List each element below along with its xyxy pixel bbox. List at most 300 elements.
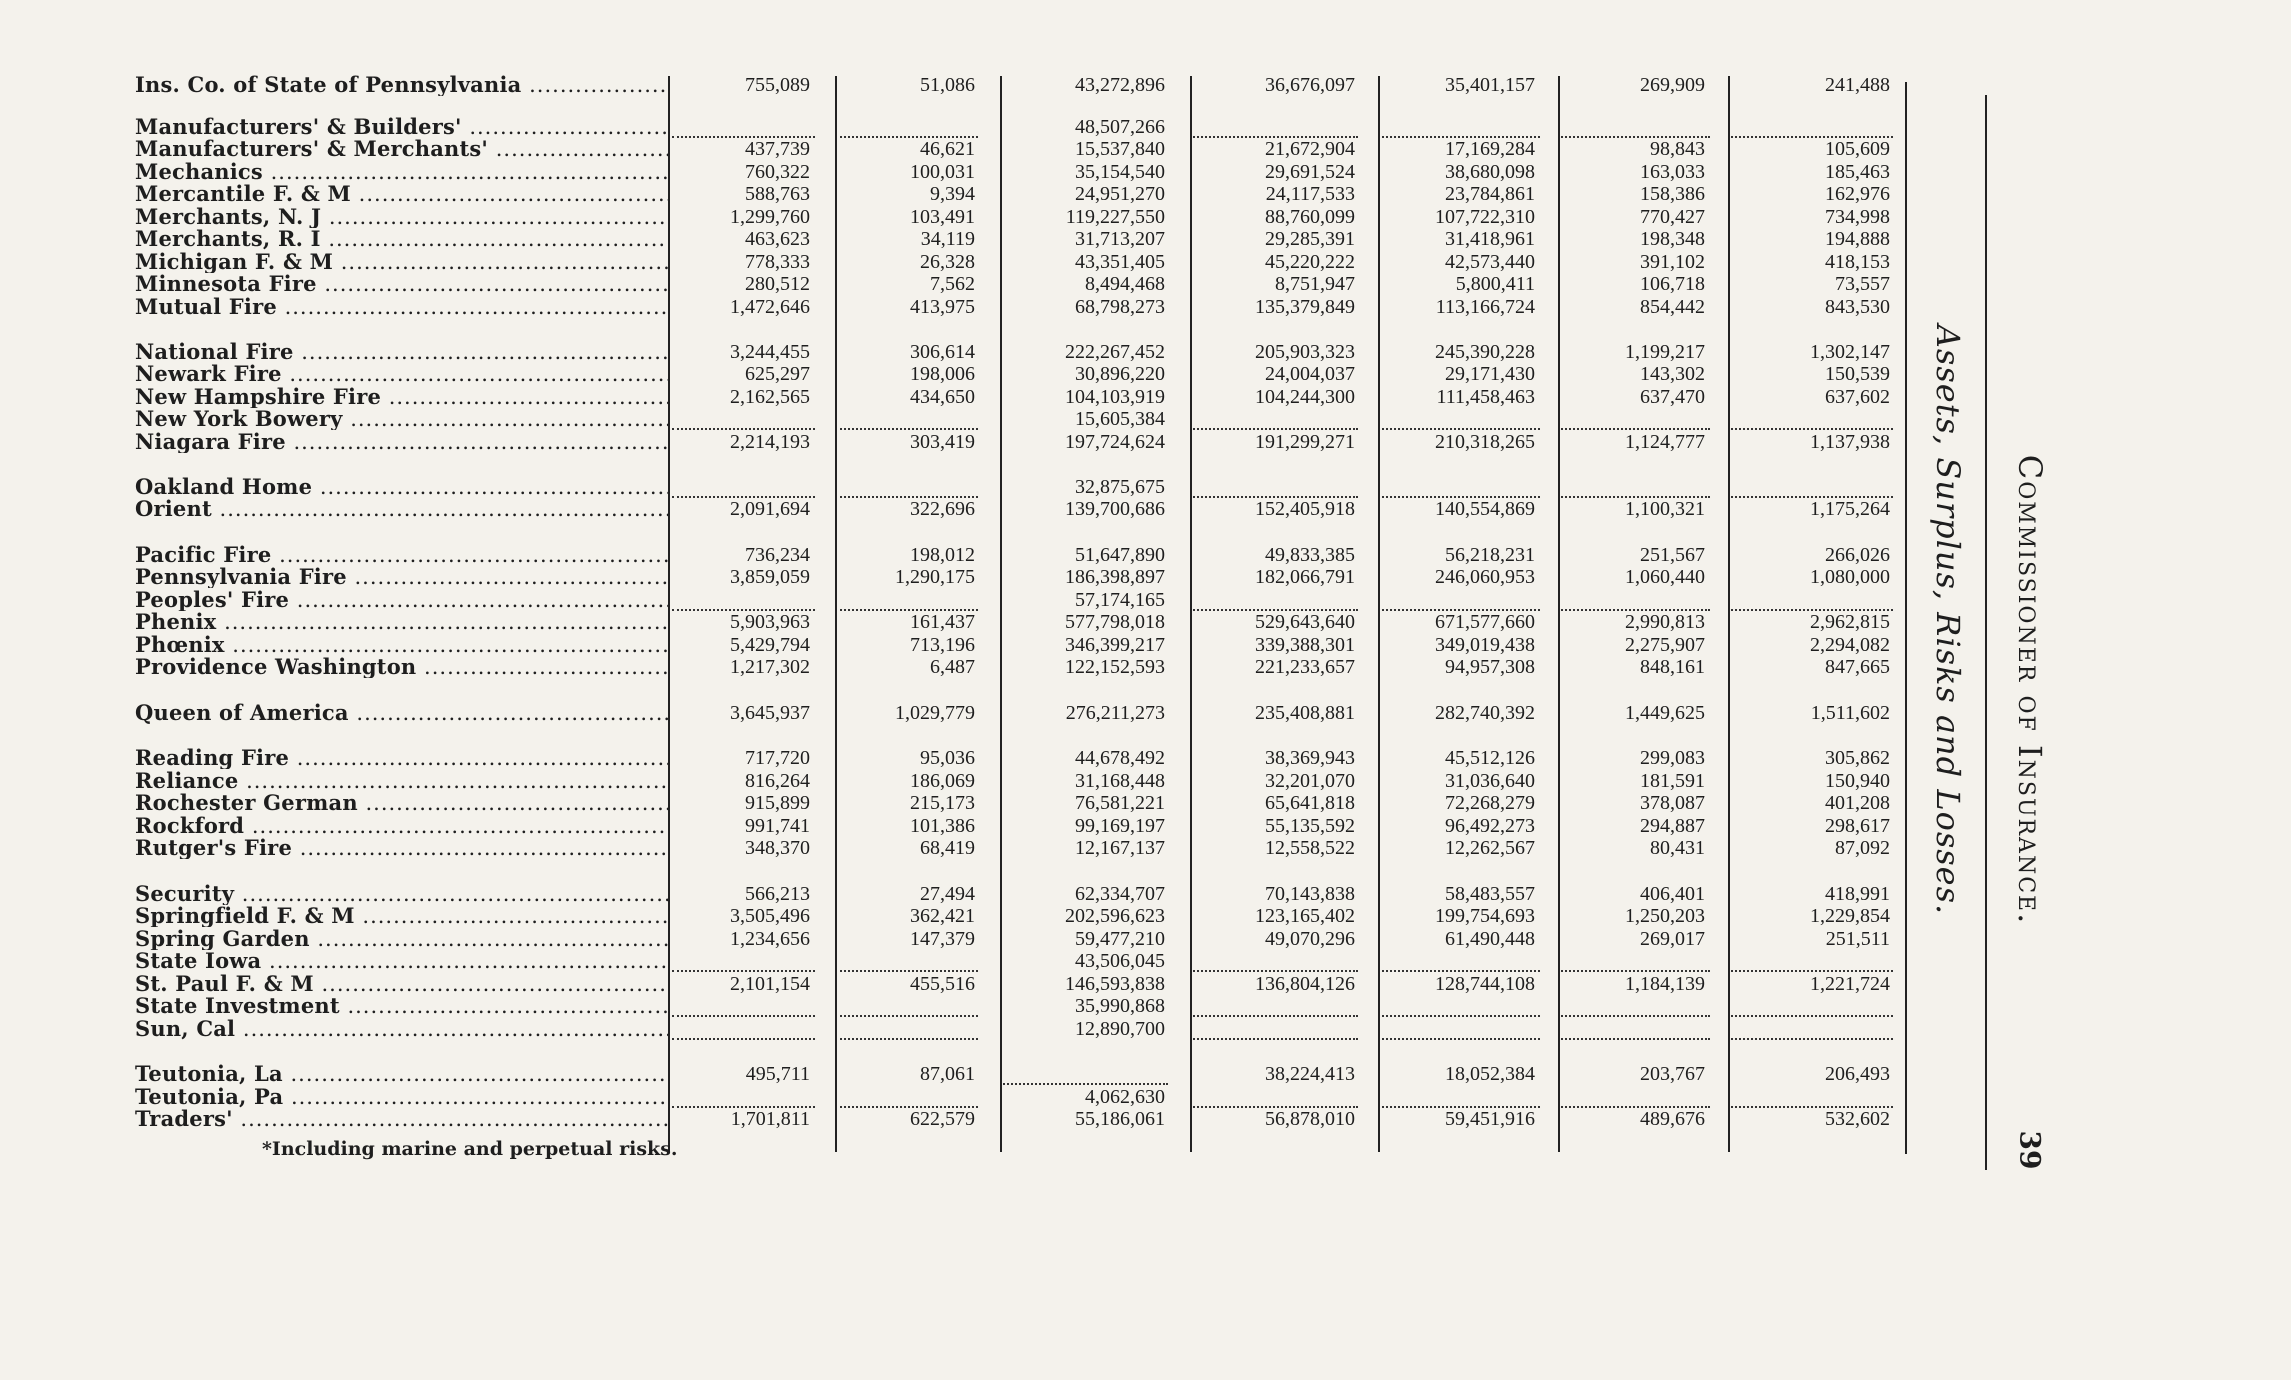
value-cell: 140,554,869 bbox=[1435, 498, 1535, 520]
value-cell: 45,512,126 bbox=[1445, 747, 1535, 769]
empty-cell-leader bbox=[1728, 1015, 1893, 1017]
value-cell: 31,418,961 bbox=[1445, 228, 1535, 250]
value-cell: 489,676 bbox=[1640, 1108, 1705, 1130]
value-cell: 29,691,524 bbox=[1265, 161, 1355, 183]
value-cell: 198,348 bbox=[1640, 228, 1705, 250]
company-name: Teutonia, La ..... bbox=[135, 1063, 670, 1085]
empty-cell-leader bbox=[1000, 1083, 1168, 1085]
value-cell: 73,557 bbox=[1835, 273, 1890, 295]
value-cell: 38,224,413 bbox=[1265, 1063, 1355, 1085]
table-row bbox=[0, 566, 1920, 588]
column-rule bbox=[1190, 76, 1192, 1152]
value-cell: 32,201,070 bbox=[1265, 770, 1355, 792]
value-cell: 48,507,266 bbox=[1075, 116, 1165, 138]
value-cell: 671,577,660 bbox=[1435, 611, 1535, 633]
value-cell: 5,800,411 bbox=[1455, 273, 1535, 295]
value-cell: 68,798,273 bbox=[1075, 296, 1165, 318]
value-cell: 532,602 bbox=[1825, 1108, 1890, 1130]
value-cell: 35,990,868 bbox=[1075, 995, 1165, 1017]
table-row bbox=[0, 702, 1920, 724]
value-cell: 12,262,567 bbox=[1445, 837, 1535, 859]
company-name: Rockford ..... bbox=[135, 815, 670, 837]
company-name: Sun, Cal ..... bbox=[135, 1018, 670, 1040]
value-cell: 158,386 bbox=[1640, 183, 1705, 205]
company-name: Pacific Fire ..... bbox=[135, 544, 670, 566]
value-cell: 5,429,794 bbox=[730, 634, 810, 656]
value-cell: 1,124,777 bbox=[1625, 431, 1705, 453]
empty-cell-leader bbox=[1558, 970, 1710, 972]
company-name: Michigan F. & M ..... bbox=[135, 251, 670, 273]
company-name: Peoples' Fire ..... bbox=[135, 589, 670, 611]
value-cell: 198,012 bbox=[910, 544, 975, 566]
value-cell: 463,623 bbox=[745, 228, 810, 250]
company-name: Queen of America ..... bbox=[135, 702, 670, 724]
company-name: Minnesota Fire ..... bbox=[135, 273, 670, 295]
company-name: Phenix ..... bbox=[135, 611, 670, 633]
value-cell: 186,398,897 bbox=[1065, 566, 1165, 588]
table-row bbox=[0, 273, 1920, 295]
table-row bbox=[0, 883, 1920, 905]
value-cell: 194,888 bbox=[1825, 228, 1890, 250]
value-cell: 770,427 bbox=[1640, 206, 1705, 228]
value-cell: 322,696 bbox=[910, 498, 975, 520]
value-cell: 70,143,838 bbox=[1265, 883, 1355, 905]
column-rule bbox=[1378, 76, 1380, 1152]
value-cell: 182,066,791 bbox=[1255, 566, 1355, 588]
column-rule bbox=[1000, 76, 1002, 1152]
value-cell: 269,017 bbox=[1640, 928, 1705, 950]
value-cell: 31,036,640 bbox=[1445, 770, 1535, 792]
value-cell: 848,161 bbox=[1640, 656, 1705, 678]
company-name: Teutonia, Pa ..... bbox=[135, 1086, 670, 1108]
value-cell: 36,676,097 bbox=[1265, 74, 1355, 96]
value-cell: 401,208 bbox=[1825, 792, 1890, 814]
value-cell: 95,036 bbox=[920, 747, 975, 769]
value-cell: 3,645,937 bbox=[730, 702, 810, 724]
company-name: Security ..... bbox=[135, 883, 670, 905]
empty-cell-leader bbox=[1190, 1038, 1358, 1040]
value-cell: 717,720 bbox=[745, 747, 810, 769]
value-cell: 1,229,854 bbox=[1810, 905, 1890, 927]
empty-cell-leader bbox=[1558, 428, 1710, 430]
value-cell: 21,672,904 bbox=[1265, 138, 1355, 160]
value-cell: 437,739 bbox=[745, 138, 810, 160]
value-cell: 1,472,646 bbox=[730, 296, 810, 318]
value-cell: 222,267,452 bbox=[1065, 341, 1165, 363]
value-cell: 43,351,405 bbox=[1075, 251, 1165, 273]
company-name: New Hampshire Fire ..... bbox=[135, 386, 670, 408]
company-name: St. Paul F. & M ..... bbox=[135, 973, 670, 995]
table-row bbox=[0, 656, 1920, 678]
value-cell: 346,399,217 bbox=[1065, 634, 1165, 656]
value-cell: 206,493 bbox=[1825, 1063, 1890, 1085]
empty-cell-leader bbox=[1190, 970, 1358, 972]
table-row bbox=[0, 74, 1920, 96]
value-cell: 734,998 bbox=[1825, 206, 1890, 228]
column-rule bbox=[1905, 82, 1907, 1154]
value-cell: 43,506,045 bbox=[1075, 950, 1165, 972]
value-cell: 251,511 bbox=[1825, 928, 1890, 950]
company-name: Merchants, R. I ..... bbox=[135, 228, 670, 250]
value-cell: 98,843 bbox=[1650, 138, 1705, 160]
value-cell: 915,899 bbox=[745, 792, 810, 814]
value-cell: 88,760,099 bbox=[1265, 206, 1355, 228]
value-cell: 61,490,448 bbox=[1445, 928, 1535, 950]
value-cell: 49,070,296 bbox=[1265, 928, 1355, 950]
value-cell: 31,713,207 bbox=[1075, 228, 1165, 250]
value-cell: 816,264 bbox=[745, 770, 810, 792]
table-row bbox=[0, 363, 1920, 385]
value-cell: 43,272,896 bbox=[1075, 74, 1165, 96]
value-cell: 31,168,448 bbox=[1075, 770, 1165, 792]
table-row bbox=[0, 1063, 1920, 1085]
value-cell: 713,196 bbox=[910, 634, 975, 656]
value-cell: 139,700,686 bbox=[1065, 498, 1165, 520]
table-row bbox=[0, 251, 1920, 273]
empty-cell-leader bbox=[1558, 1015, 1710, 1017]
company-name: State Investment ..... bbox=[135, 995, 670, 1017]
company-name: Springfield F. & M ..... bbox=[135, 905, 670, 927]
empty-cell-leader bbox=[672, 970, 815, 972]
table-row bbox=[0, 950, 1920, 972]
value-cell: 29,285,391 bbox=[1265, 228, 1355, 250]
value-cell: 577,798,018 bbox=[1065, 611, 1165, 633]
value-cell: 778,333 bbox=[745, 251, 810, 273]
value-cell: 625,297 bbox=[745, 363, 810, 385]
value-cell: 12,890,700 bbox=[1075, 1018, 1165, 1040]
empty-cell-leader bbox=[1190, 1015, 1358, 1017]
value-cell: 2,294,082 bbox=[1810, 634, 1890, 656]
value-cell: 455,516 bbox=[910, 973, 975, 995]
value-cell: 1,234,656 bbox=[730, 928, 810, 950]
company-name: National Fire ..... bbox=[135, 341, 670, 363]
value-cell: 1,199,217 bbox=[1625, 341, 1705, 363]
value-cell: 100,031 bbox=[910, 161, 975, 183]
table-row bbox=[0, 837, 1920, 859]
value-cell: 2,101,154 bbox=[730, 973, 810, 995]
value-cell: 1,175,264 bbox=[1810, 498, 1890, 520]
table-row bbox=[0, 498, 1920, 520]
title-rule bbox=[1985, 95, 1987, 1170]
company-name: Reading Fire ..... bbox=[135, 747, 670, 769]
company-name: Mutual Fire ..... bbox=[135, 296, 670, 318]
company-name: Ins. Co. of State of Pennsylvania ..... bbox=[135, 74, 670, 96]
value-cell: 23,784,861 bbox=[1445, 183, 1535, 205]
table-row bbox=[0, 634, 1920, 656]
table-row bbox=[0, 116, 1920, 138]
value-cell: 282,740,392 bbox=[1435, 702, 1535, 724]
value-cell: 843,530 bbox=[1825, 296, 1890, 318]
value-cell: 348,370 bbox=[745, 837, 810, 859]
company-name: State Iowa ..... bbox=[135, 950, 670, 972]
table-row bbox=[0, 341, 1920, 363]
value-cell: 495,711 bbox=[745, 1063, 810, 1085]
company-name: Merchants, N. J ..... bbox=[135, 206, 670, 228]
table-row bbox=[0, 431, 1920, 453]
value-cell: 46,621 bbox=[920, 138, 975, 160]
company-name: Mechanics ..... bbox=[135, 161, 670, 183]
value-cell: 12,167,137 bbox=[1075, 837, 1165, 859]
value-cell: 339,388,301 bbox=[1255, 634, 1355, 656]
value-cell: 198,006 bbox=[910, 363, 975, 385]
empty-cell-leader bbox=[835, 1015, 978, 1017]
value-cell: 26,328 bbox=[920, 251, 975, 273]
table-row bbox=[0, 995, 1920, 1017]
table-row bbox=[0, 1018, 1920, 1040]
table-row bbox=[0, 408, 1920, 430]
company-name: Orient ..... bbox=[135, 498, 670, 520]
value-cell: 1,221,724 bbox=[1810, 973, 1890, 995]
company-name: Traders' ..... bbox=[135, 1108, 670, 1130]
company-name: Mercantile F. & M ..... bbox=[135, 183, 670, 205]
value-cell: 566,213 bbox=[745, 883, 810, 905]
value-cell: 529,643,640 bbox=[1255, 611, 1355, 633]
value-cell: 55,186,061 bbox=[1075, 1108, 1165, 1130]
value-cell: 298,617 bbox=[1825, 815, 1890, 837]
column-rule bbox=[1558, 76, 1560, 1152]
value-cell: 143,302 bbox=[1640, 363, 1705, 385]
value-cell: 378,087 bbox=[1640, 792, 1705, 814]
value-cell: 276,211,273 bbox=[1065, 702, 1165, 724]
company-name: New York Bowery ..... bbox=[135, 408, 670, 430]
empty-cell-leader bbox=[1728, 1038, 1893, 1040]
value-cell: 29,171,430 bbox=[1445, 363, 1535, 385]
value-cell: 181,591 bbox=[1640, 770, 1705, 792]
value-cell: 58,483,557 bbox=[1445, 883, 1535, 905]
value-cell: 202,596,623 bbox=[1065, 905, 1165, 927]
value-cell: 49,833,385 bbox=[1265, 544, 1355, 566]
value-cell: 4,062,630 bbox=[1085, 1086, 1165, 1108]
value-cell: 8,751,947 bbox=[1275, 273, 1355, 295]
value-cell: 68,419 bbox=[920, 837, 975, 859]
empty-cell-leader bbox=[1190, 428, 1358, 430]
value-cell: 17,169,284 bbox=[1445, 138, 1535, 160]
company-name: Phœnix ..... bbox=[135, 634, 670, 656]
value-cell: 62,334,707 bbox=[1075, 883, 1165, 905]
company-name: Spring Garden ..... bbox=[135, 928, 670, 950]
empty-cell-leader bbox=[835, 1038, 978, 1040]
value-cell: 203,767 bbox=[1640, 1063, 1705, 1085]
value-cell: 99,169,197 bbox=[1075, 815, 1165, 837]
value-cell: 45,220,222 bbox=[1265, 251, 1355, 273]
table-row bbox=[0, 386, 1920, 408]
value-cell: 197,724,624 bbox=[1065, 431, 1165, 453]
value-cell: 854,442 bbox=[1640, 296, 1705, 318]
value-cell: 215,173 bbox=[910, 792, 975, 814]
table-row bbox=[0, 206, 1920, 228]
column-rule bbox=[835, 76, 837, 1152]
value-cell: 299,083 bbox=[1640, 747, 1705, 769]
value-cell: 3,859,059 bbox=[730, 566, 810, 588]
value-cell: 349,019,438 bbox=[1435, 634, 1535, 656]
empty-cell-leader bbox=[672, 1015, 815, 1017]
value-cell: 135,379,849 bbox=[1255, 296, 1355, 318]
running-title: Commissioner of Insurance. bbox=[2011, 454, 2049, 926]
value-cell: 51,086 bbox=[920, 74, 975, 96]
value-cell: 280,512 bbox=[745, 273, 810, 295]
value-cell: 147,379 bbox=[910, 928, 975, 950]
value-cell: 87,092 bbox=[1835, 837, 1890, 859]
value-cell: 42,573,440 bbox=[1445, 251, 1535, 273]
value-cell: 104,244,300 bbox=[1255, 386, 1355, 408]
value-cell: 80,431 bbox=[1650, 837, 1705, 859]
column-rule bbox=[668, 76, 670, 1152]
table-row bbox=[0, 1086, 1920, 1108]
value-cell: 15,605,384 bbox=[1075, 408, 1165, 430]
table-row bbox=[0, 183, 1920, 205]
value-cell: 9,394 bbox=[930, 183, 975, 205]
table-row bbox=[0, 544, 1920, 566]
table-caption: Assets, Surplus, Risks and Losses. bbox=[1929, 324, 1967, 916]
value-cell: 191,299,271 bbox=[1255, 431, 1355, 453]
value-cell: 266,026 bbox=[1825, 544, 1890, 566]
table-row bbox=[0, 815, 1920, 837]
value-cell: 162,976 bbox=[1825, 183, 1890, 205]
value-cell: 760,322 bbox=[745, 161, 810, 183]
value-cell: 122,152,593 bbox=[1065, 656, 1165, 678]
value-cell: 303,419 bbox=[910, 431, 975, 453]
company-name: Manufacturers' & Merchants' ..... bbox=[135, 138, 670, 160]
value-cell: 205,903,323 bbox=[1255, 341, 1355, 363]
company-name: Manufacturers' & Builders' ..... bbox=[135, 116, 670, 138]
empty-cell-leader bbox=[672, 1038, 815, 1040]
value-cell: 96,492,273 bbox=[1445, 815, 1535, 837]
empty-cell-leader bbox=[835, 970, 978, 972]
empty-cell-leader bbox=[672, 428, 815, 430]
value-cell: 245,390,228 bbox=[1435, 341, 1535, 363]
footnote: *Including marine and perpetual risks. bbox=[262, 1138, 678, 1160]
value-cell: 755,089 bbox=[745, 74, 810, 96]
value-cell: 152,405,918 bbox=[1255, 498, 1355, 520]
company-name: Rutger's Fire ..... bbox=[135, 837, 670, 859]
value-cell: 105,609 bbox=[1825, 138, 1890, 160]
value-cell: 1,299,760 bbox=[730, 206, 810, 228]
value-cell: 418,991 bbox=[1825, 883, 1890, 905]
value-cell: 146,593,838 bbox=[1065, 973, 1165, 995]
value-cell: 104,103,919 bbox=[1065, 386, 1165, 408]
table-row bbox=[0, 905, 1920, 927]
value-cell: 30,896,220 bbox=[1075, 363, 1165, 385]
value-cell: 2,275,907 bbox=[1625, 634, 1705, 656]
table-row bbox=[0, 928, 1920, 950]
value-cell: 1,080,000 bbox=[1810, 566, 1890, 588]
value-cell: 991,741 bbox=[745, 815, 810, 837]
value-cell: 128,744,108 bbox=[1435, 973, 1535, 995]
value-cell: 413,975 bbox=[910, 296, 975, 318]
value-cell: 5,903,963 bbox=[730, 611, 810, 633]
value-cell: 199,754,693 bbox=[1435, 905, 1535, 927]
company-name: Newark Fire ..... bbox=[135, 363, 670, 385]
table-row bbox=[0, 296, 1920, 318]
value-cell: 235,408,881 bbox=[1255, 702, 1355, 724]
value-cell: 305,862 bbox=[1825, 747, 1890, 769]
table-row bbox=[0, 973, 1920, 995]
value-cell: 119,227,550 bbox=[1065, 206, 1165, 228]
value-cell: 434,650 bbox=[910, 386, 975, 408]
page-number: 39 bbox=[2013, 1130, 2047, 1170]
value-cell: 362,421 bbox=[910, 905, 975, 927]
value-cell: 94,957,308 bbox=[1445, 656, 1535, 678]
value-cell: 221,233,657 bbox=[1255, 656, 1355, 678]
value-cell: 2,962,815 bbox=[1810, 611, 1890, 633]
value-cell: 294,887 bbox=[1640, 815, 1705, 837]
empty-cell-leader bbox=[1728, 428, 1893, 430]
value-cell: 136,804,126 bbox=[1255, 973, 1355, 995]
value-cell: 76,581,221 bbox=[1075, 792, 1165, 814]
value-cell: 150,940 bbox=[1825, 770, 1890, 792]
value-cell: 3,505,496 bbox=[730, 905, 810, 927]
empty-cell-leader bbox=[1728, 970, 1893, 972]
value-cell: 1,250,203 bbox=[1625, 905, 1705, 927]
value-cell: 12,558,522 bbox=[1265, 837, 1355, 859]
value-cell: 269,909 bbox=[1640, 74, 1705, 96]
company-name: Pennsylvania Fire ..... bbox=[135, 566, 670, 588]
value-cell: 55,135,592 bbox=[1265, 815, 1355, 837]
value-cell: 406,401 bbox=[1640, 883, 1705, 905]
value-cell: 418,153 bbox=[1825, 251, 1890, 273]
value-cell: 637,470 bbox=[1640, 386, 1705, 408]
empty-cell-leader bbox=[1378, 428, 1540, 430]
value-cell: 622,579 bbox=[910, 1108, 975, 1130]
value-cell: 15,537,840 bbox=[1075, 138, 1165, 160]
company-name: Reliance ..... bbox=[135, 770, 670, 792]
value-cell: 123,165,402 bbox=[1255, 905, 1355, 927]
table-row bbox=[0, 1108, 1920, 1130]
company-name: Oakland Home ..... bbox=[135, 476, 670, 498]
value-cell: 210,318,265 bbox=[1435, 431, 1535, 453]
value-cell: 72,268,279 bbox=[1445, 792, 1535, 814]
value-cell: 24,004,037 bbox=[1265, 363, 1355, 385]
value-cell: 1,449,625 bbox=[1625, 702, 1705, 724]
value-cell: 6,487 bbox=[930, 656, 975, 678]
value-cell: 1,302,147 bbox=[1810, 341, 1890, 363]
table-row bbox=[0, 138, 1920, 160]
value-cell: 24,951,270 bbox=[1075, 183, 1165, 205]
value-cell: 59,451,916 bbox=[1445, 1108, 1535, 1130]
value-cell: 101,386 bbox=[910, 815, 975, 837]
value-cell: 111,458,463 bbox=[1436, 386, 1535, 408]
value-cell: 1,511,602 bbox=[1810, 702, 1890, 724]
empty-cell-leader bbox=[1558, 1038, 1710, 1040]
value-cell: 1,290,175 bbox=[895, 566, 975, 588]
value-cell: 8,494,468 bbox=[1085, 273, 1165, 295]
value-cell: 241,488 bbox=[1825, 74, 1890, 96]
value-cell: 2,990,813 bbox=[1625, 611, 1705, 633]
value-cell: 106,718 bbox=[1640, 273, 1705, 295]
value-cell: 847,665 bbox=[1825, 656, 1890, 678]
value-cell: 51,647,890 bbox=[1075, 544, 1165, 566]
empty-cell-leader bbox=[1378, 1038, 1540, 1040]
value-cell: 34,119 bbox=[920, 228, 975, 250]
value-cell: 27,494 bbox=[920, 883, 975, 905]
value-cell: 150,539 bbox=[1825, 363, 1890, 385]
value-cell: 588,763 bbox=[745, 183, 810, 205]
value-cell: 1,217,302 bbox=[730, 656, 810, 678]
value-cell: 1,060,440 bbox=[1625, 566, 1705, 588]
value-cell: 35,154,540 bbox=[1075, 161, 1165, 183]
value-cell: 44,678,492 bbox=[1075, 747, 1165, 769]
value-cell: 1,701,811 bbox=[730, 1108, 810, 1130]
value-cell: 2,162,565 bbox=[730, 386, 810, 408]
value-cell: 2,091,694 bbox=[730, 498, 810, 520]
table-row bbox=[0, 792, 1920, 814]
value-cell: 637,602 bbox=[1825, 386, 1890, 408]
value-cell: 2,214,193 bbox=[730, 431, 810, 453]
value-cell: 65,641,818 bbox=[1265, 792, 1355, 814]
value-cell: 32,875,675 bbox=[1075, 476, 1165, 498]
value-cell: 1,137,938 bbox=[1810, 431, 1890, 453]
table-row bbox=[0, 747, 1920, 769]
